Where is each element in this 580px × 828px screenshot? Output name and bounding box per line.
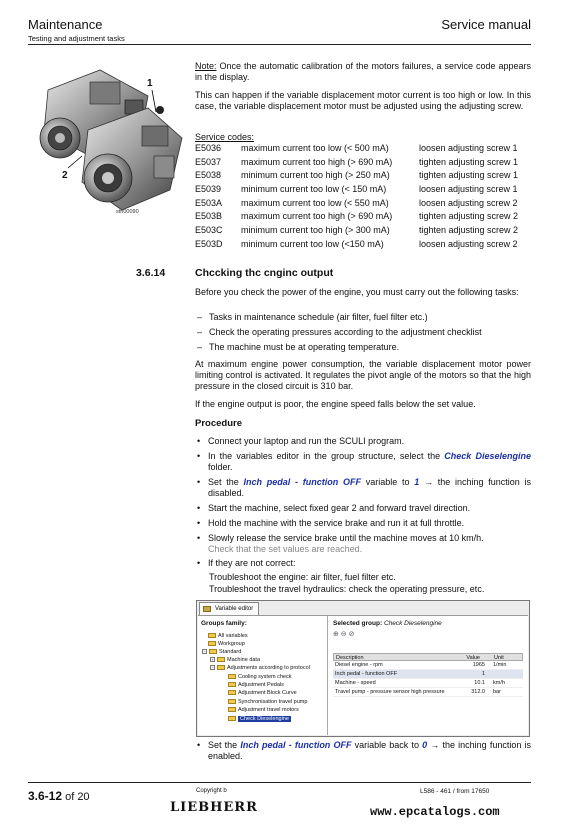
code: E503C xyxy=(195,225,223,236)
troubleshoot-hydraulics: Troubleshoot the travel hydraulics: check the operating pressure, etc. xyxy=(209,584,485,594)
variable-displacement-motors-illustration xyxy=(30,60,190,220)
selected-group-header: Selected group: Check Dieselengine xyxy=(333,620,442,627)
tree-item[interactable]: Workgroup xyxy=(208,640,245,648)
code-description: minimum current too low (<150 mA) xyxy=(241,238,384,249)
code: E503A xyxy=(195,197,223,208)
code: E5037 xyxy=(195,156,222,167)
step-5: • Hold the machine with the service brake and run it at full throttle. xyxy=(197,518,465,528)
note-text: Once the automatic calibration of the motors failures, a service code appears in the display. xyxy=(195,61,531,82)
folder-icon xyxy=(217,657,225,662)
expand-icon: + xyxy=(211,657,214,663)
variable-value: 0 xyxy=(422,740,428,750)
procedure-heading: Procedure xyxy=(195,418,242,429)
code-action: tighten adjusting screw 2 xyxy=(419,211,519,222)
task-text: Check the operating pressures according to the adjustment checklist xyxy=(209,327,482,337)
code-description: maximum current too high (> 690 mA) xyxy=(241,211,393,222)
tree-item[interactable]: Adjustment travel motors xyxy=(228,706,299,714)
groups-pane xyxy=(198,616,328,735)
figure-reference: sth00090 xyxy=(116,209,139,215)
tree-item[interactable]: − Adjustments according to protocol xyxy=(211,665,310,671)
code-description: maximum current too low (< 550 mA) xyxy=(241,197,389,208)
model-reference: L586 - 461 / from 17650 xyxy=(420,788,490,795)
website-watermark: www.epcatalogs.com xyxy=(370,805,500,819)
troubleshoot-engine: Troubleshoot the engine: air filter, fuel filter etc. xyxy=(209,572,396,582)
service-code-row xyxy=(195,198,531,212)
folder-icon xyxy=(209,649,217,654)
code-action: tighten adjusting screw 1 xyxy=(419,170,519,181)
code-action: loosen adjusting screw 1 xyxy=(419,184,518,195)
liebherr-logo: LIEBHERR xyxy=(170,800,258,815)
tree-item[interactable]: − Standard xyxy=(203,649,242,655)
variable-value: 1 xyxy=(414,477,420,487)
folder-icon xyxy=(228,674,236,679)
sculi-screenshot xyxy=(196,600,530,737)
service-code-row xyxy=(195,211,531,225)
tree-item[interactable]: + Machine data xyxy=(211,657,261,663)
table-row[interactable]: Diesel engine - rpm 1965 1/min xyxy=(333,661,523,670)
variables-pane xyxy=(329,616,528,735)
code-action: tighten adjusting screw 2 xyxy=(419,225,519,236)
collapse-icon: − xyxy=(203,649,206,655)
table-header: Description Value Unit xyxy=(333,653,523,661)
header-subtitle: Testing and adjustment tasks xyxy=(28,34,125,43)
power-paragraph: At maximum engine power consumption, the variable displacement motor power limiting control is activated. It regulates the pivot angle of the motors so that the high pressure in the closed circuit is 310 bar. xyxy=(195,359,531,391)
folder-icon xyxy=(208,641,216,646)
task-text: The machine must be at operating temperature. xyxy=(209,342,400,352)
callout-2: 2 xyxy=(62,170,68,181)
tree-item[interactable]: Synchronisation travel pump xyxy=(228,698,307,706)
note-paragraph xyxy=(195,61,531,83)
variables-table xyxy=(333,653,523,697)
tree-item[interactable]: Cooling system check xyxy=(228,673,292,681)
note-paragraph-2: This can happen if the variable displacement motor current is too high or low. In this case, the variable displacement motor must be adjusted using the adjusting screw. xyxy=(195,90,531,111)
copyright: Copyright b xyxy=(196,788,227,794)
code-description: maximum current too low (< 500 mA) xyxy=(241,143,389,153)
variable-name: Inch pedal - function OFF xyxy=(243,477,361,487)
toolbar-icons[interactable]: ⊕ ⊖ ⊘ xyxy=(333,631,355,638)
table-row[interactable]: Inch pedal - function OFF 1 xyxy=(333,670,523,679)
folder-icon xyxy=(228,716,236,721)
tree-item[interactable]: Adjustment Block Curve xyxy=(228,689,297,697)
folder-icon xyxy=(228,690,236,695)
section-title: Chccking thc cnginc output xyxy=(195,267,334,279)
code-action: loosen adjusting screw 2 xyxy=(419,238,518,249)
header-section-title: Maintenance xyxy=(28,17,103,32)
step-4: • Start the machine, select fixed gear 2 and forward travel direction. xyxy=(197,503,471,513)
table-row[interactable]: Machine - speed 10.1 km/h xyxy=(333,679,523,688)
service-codes-title: Service codes: xyxy=(195,132,255,142)
code: E5036 xyxy=(195,143,222,153)
header-divider xyxy=(28,44,531,45)
step-7: • If they are not correct: xyxy=(197,558,296,568)
folder-icon xyxy=(228,699,236,704)
callout-1: 1 xyxy=(147,78,153,89)
folder-icon xyxy=(217,665,225,670)
poor-output-paragraph: If the engine output is poor, the engine speed falls below the set value. xyxy=(195,399,476,409)
motor-figure xyxy=(30,60,190,220)
tree-item[interactable]: All variables xyxy=(208,632,248,640)
service-code-row xyxy=(195,170,531,184)
section-number: 3.6.14 xyxy=(136,267,166,279)
groups-label: Groups family: xyxy=(201,620,247,627)
service-code-row xyxy=(195,157,531,171)
section-intro: Before you check the power of the engine, you must carry out the following tasks: xyxy=(195,287,519,297)
code-description: minimum current too high (> 250 mA) xyxy=(241,170,390,181)
step-3: • Set the Inch pedal - function OFF variable to 1 → the inching function is disabled. xyxy=(197,477,531,498)
step-8: • Set the Inch pedal - function OFF variable back to 0 → the inching function is enabled. xyxy=(197,740,531,761)
note-prefix: Note: xyxy=(195,61,217,71)
code-description: maximum current too high (> 690 mA) xyxy=(241,156,393,167)
table-row[interactable]: Travel pump - pressure sensor high pressure 312.0 bar xyxy=(333,688,523,697)
footer-divider xyxy=(28,782,531,783)
variable-name: Inch pedal - function OFF xyxy=(240,740,352,750)
folder-icon xyxy=(208,633,216,638)
folder-icon xyxy=(228,707,236,712)
service-code-row xyxy=(195,225,531,239)
code-description: minimum current too high (> 300 mA) xyxy=(241,225,390,236)
code-action: tighten adjusting screw 1 xyxy=(419,156,519,167)
task-text: Tasks in maintenance schedule (air filter, fuel filter etc.) xyxy=(209,312,428,322)
code-action: loosen adjusting screw 2 xyxy=(419,197,518,208)
code: E503B xyxy=(195,211,223,222)
page-number: 3.6-12 of 20 xyxy=(28,789,90,803)
service-code-row xyxy=(195,184,531,198)
folder-name: Check Dieselengine xyxy=(444,451,531,461)
step-6: • Slowly release the service brake until the machine moves at 10 km/h. Check that the set values are reached. xyxy=(197,533,484,554)
folder-icon xyxy=(228,682,236,687)
tree-item[interactable]: Adjustment Pedals xyxy=(228,681,284,689)
service-code-row xyxy=(195,239,531,253)
code: E5038 xyxy=(195,170,222,181)
tree-item-selected[interactable]: Check Dieselengine xyxy=(228,715,291,723)
service-code-row xyxy=(195,143,531,157)
variable-editor-tab[interactable]: Variable editor xyxy=(199,602,259,615)
code: E503D xyxy=(195,238,223,249)
step-1: • Connect your laptop and run the SCULI program. xyxy=(197,436,405,446)
code-action: loosen adjusting screw 1 xyxy=(419,143,518,153)
step-2: • In the variables editor in the group structure, select the Check Dieselengine folder. xyxy=(197,451,531,472)
editor-icon xyxy=(203,606,211,612)
collapse-icon: − xyxy=(211,665,214,671)
code: E5039 xyxy=(195,184,222,195)
code-description: minimum current too low (< 150 mA) xyxy=(241,184,387,195)
header-doc-title: Service manual xyxy=(441,17,531,32)
service-codes-table xyxy=(195,143,531,253)
